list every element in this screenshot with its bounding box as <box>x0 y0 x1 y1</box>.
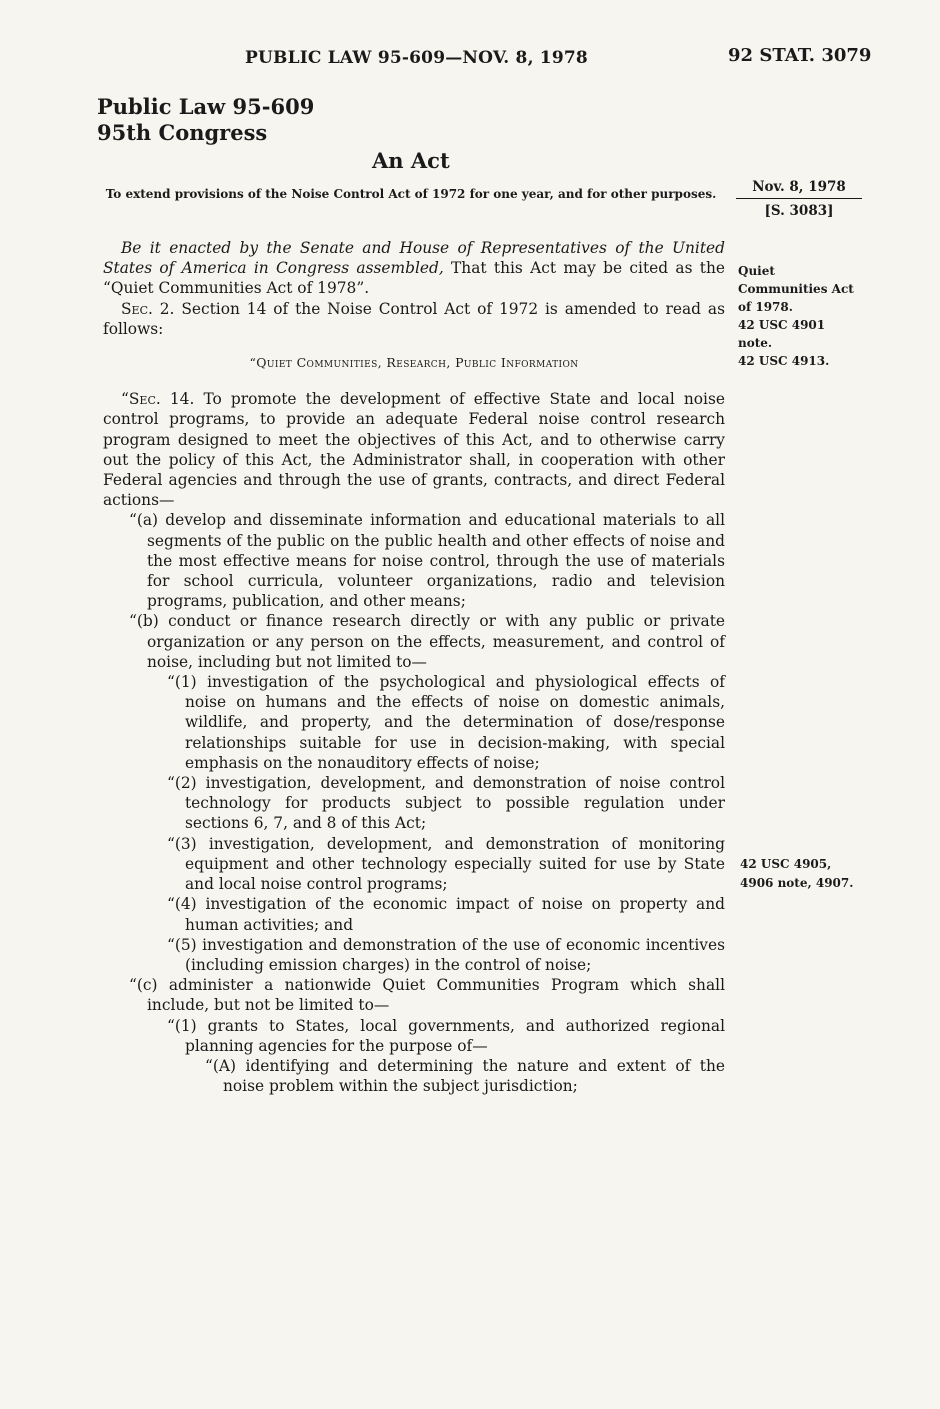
enacting-clause <box>103 238 725 299</box>
margin-usc-references <box>740 855 870 893</box>
paragraph-b2: “(2) investigation, development, and demonstration of noise control technology for products subject to possible regulation under sections 6, 7, and 8 of this Act; <box>167 774 725 833</box>
public-law-number: Public Law 95-609 <box>97 94 315 119</box>
paragraph-b5: “(5) investigation and demonstration of the use of economic incentives (including emission charges) in the control of noise; <box>167 935 725 974</box>
bill-number: [S. 3083] <box>764 203 834 219</box>
margin-note: 4906 note, 4907. <box>740 876 854 890</box>
act-purpose: To extend provisions of the Noise Control Act of 1972 for one year, and for other purposes. <box>105 187 717 201</box>
paragraph-b1: “(1) investigation of the psychological and physiological effects of noise on humans and the effects of noise on domestic animals, wildlife, and property, and the determination of dose/response relationships suitable for use in decision-making, with special emphasis on the nonauditory effects of noise; <box>167 673 725 772</box>
short-title-text: That this Act may be cited as the “Quiet Communities Act of 1978”. <box>103 259 725 298</box>
paragraph-b3: “(3) investigation, development, and demonstration of monitoring equipment and other technology especially suited for use by State and local noise control programs; <box>167 834 725 894</box>
margin-note: 42 USC 4913. <box>738 354 830 368</box>
section-label: Sec. 2. <box>121 299 175 318</box>
congress-label: 95th Congress <box>97 120 268 145</box>
section-text: Section 14 of the Noise Control Act of 1972 is amended to read as follows: <box>103 299 725 338</box>
running-header: PUBLIC LAW 95-609—NOV. 8, 1978 <box>245 48 588 68</box>
margin-notes <box>738 262 868 370</box>
margin-note: note. <box>738 336 773 350</box>
margin-note: 42 USC 4905, <box>740 857 832 871</box>
paragraph-c1A: “(A) identifying and determining the nature and extent of the noise problem within the subject jurisdiction; <box>205 1056 725 1096</box>
enactment-date: Nov. 8, 1978 <box>736 178 862 199</box>
margin-note: Quiet <box>738 264 775 278</box>
margin-date-block <box>736 178 862 221</box>
section-14 <box>103 389 725 510</box>
margin-note: of 1978. <box>738 300 793 314</box>
margin-note: 42 USC 4901 <box>738 318 826 332</box>
paragraph-b4: “(4) investigation of the economic impact of noise on property and human activities; and <box>167 895 725 934</box>
paragraph-a: “(a) develop and disseminate information and educational materials to all segments of the public on the public health and other effects of noise and the most effective means for noise control, through the use of materials for school curricula, volunteer organizations, radio and television programs, publication, and other means; <box>129 511 725 611</box>
act-title: An Act <box>372 148 450 173</box>
paragraph-b: “(b) conduct or finance research directly or with any public or private organization or any person on the effects, measurement, and control of noise, including but not limited to— <box>129 612 725 671</box>
paragraph-c: “(c) administer a nationwide Quiet Communities Program which shall include, but not be limited to— <box>129 976 725 1015</box>
statute-page-number: 92 STAT. 3079 <box>728 45 872 66</box>
margin-note: Communities Act <box>738 282 854 296</box>
section-2 <box>103 299 725 339</box>
section-label: “Sec. 14. <box>121 390 195 409</box>
section-heading: “Quiet Communities, Research, Public Information <box>249 355 579 371</box>
statute-body <box>103 238 725 1096</box>
section-text: To promote the development of effective State and local noise control programs, to provide an adequate Federal noise control research program designed to meet the objectives of this Act, and to otherwise carry out the policy of this Act, the Administrator shall, in cooperation with other Federal agencies and through the use of grants, contracts, and direct Federal actions— <box>103 390 725 510</box>
enacting-formula: Be it enacted by the Senate and House of Representatives of the United States of America in Congress assembled, <box>103 239 725 278</box>
paragraph-c1: “(1) grants to States, local governments, and authorized regional planning agencies for the purpose of— <box>167 1016 725 1055</box>
